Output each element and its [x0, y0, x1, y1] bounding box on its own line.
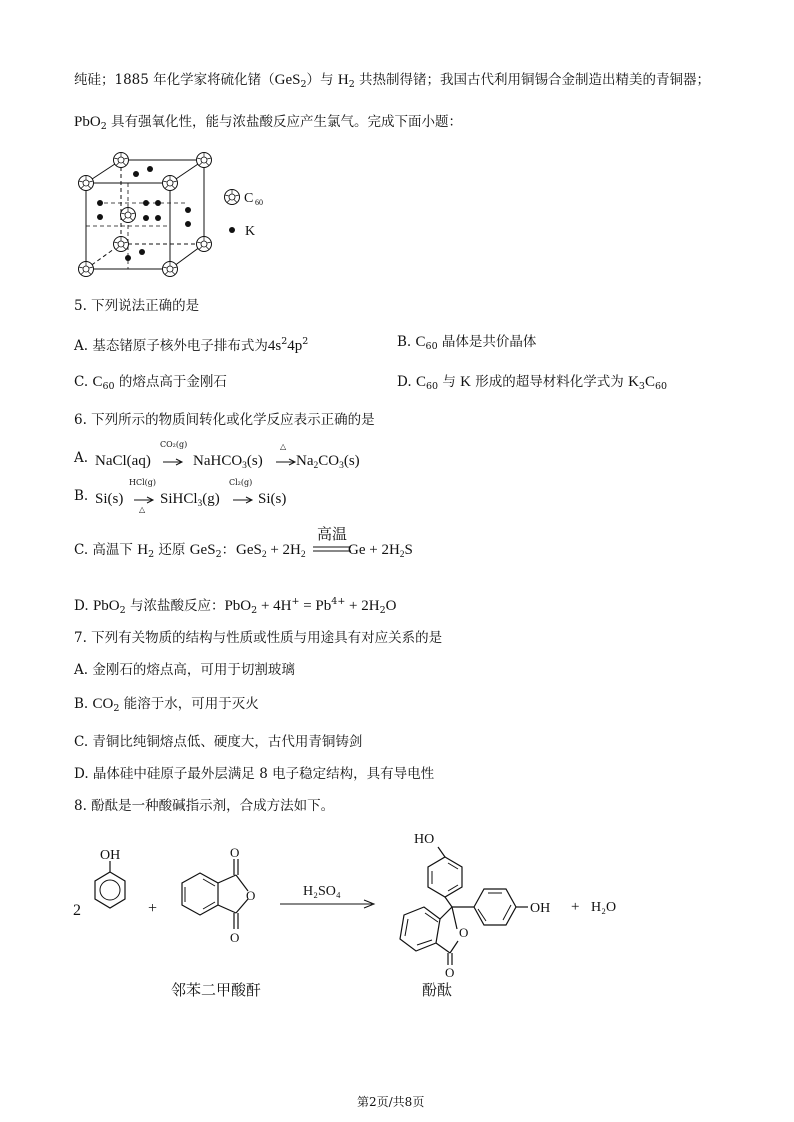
- catalyst-label: H₂SO₄: [303, 884, 341, 899]
- option-text: 形成的超导材料化学式为: [470, 374, 629, 390]
- formula-sub: 60: [102, 381, 115, 392]
- lactone-carbonyl-o: O: [445, 965, 455, 980]
- carbonyl-o-top: O: [230, 845, 240, 860]
- carbonyl-o-bottom: O: [230, 930, 240, 945]
- formula-sub: 2: [300, 79, 307, 90]
- formula: C: [415, 334, 426, 350]
- q7-option-a: A. 金刚石的熔点高，可用于切割玻璃: [74, 662, 295, 678]
- page-number: 第2页/共8页: [357, 1095, 425, 1109]
- option-text: C. 高温下: [74, 542, 138, 558]
- q5-option-d: [397, 372, 667, 397]
- formula: NaHCO: [193, 453, 243, 469]
- q6-c-cond: 高温: [317, 525, 348, 543]
- option-text: 晶体是共价晶体: [437, 334, 537, 350]
- formula: S: [404, 542, 413, 558]
- formula: CO: [318, 453, 340, 469]
- q6-c-eq2: [348, 540, 413, 565]
- formula: C: [92, 374, 103, 390]
- phenolphthalein-name: 酚酞: [422, 981, 453, 999]
- product-bond: [436, 943, 450, 953]
- formula-sub: 60: [654, 381, 668, 392]
- q6-a-eq2: [193, 451, 263, 476]
- option-text: D.: [74, 598, 93, 614]
- formula-sub: 2: [313, 461, 319, 471]
- anhydride-name: 邻苯二甲酸酐: [171, 981, 262, 999]
- formula: Na: [296, 453, 314, 469]
- q6-option-c: [74, 540, 235, 565]
- formula: = Pb: [299, 598, 332, 614]
- formula: PbO: [224, 598, 252, 614]
- formula: + 2H: [345, 598, 380, 614]
- formula-sup: +: [291, 596, 300, 607]
- coefficient: 2: [73, 902, 81, 919]
- q6-c-eq1: [236, 540, 306, 565]
- formula: Ge + 2H: [348, 542, 400, 558]
- anhydride-bond: [218, 875, 236, 883]
- q5-option-b: [397, 332, 536, 357]
- formula: SiHCl: [160, 491, 198, 507]
- lactone-o: O: [459, 925, 469, 940]
- plus-sign: +: [148, 900, 158, 917]
- formula-sub: 3: [339, 461, 344, 471]
- formula-sup: 4+: [331, 596, 346, 607]
- phenol-oh-label: OH: [100, 848, 121, 863]
- q5-option-a: [74, 332, 308, 356]
- formula-sub: 2: [300, 550, 306, 560]
- q8-stem: 8. 酚酞是一种酸碱指示剂，合成方法如下。: [74, 798, 335, 814]
- q7-stem: 7. 下列有关物质的结构与性质或性质与用途具有对应关系的是: [74, 630, 443, 646]
- q6-b-eq3: Si(s): [258, 491, 287, 507]
- q6-a-cond1: CO₂(g): [160, 440, 188, 449]
- intro-text: 纯硅；1885 年化学家将硫化锗（: [74, 72, 275, 88]
- q6-stem: 6. 下列所示的物质间转化或化学反应表示正确的是: [74, 412, 375, 428]
- formula: 4s: [267, 338, 282, 354]
- anhydride-benzene-ring: [182, 873, 218, 915]
- right-arrow-icon: [233, 496, 255, 504]
- right-arrow-icon: [276, 458, 298, 466]
- legend-c60-sub: 60: [255, 198, 263, 207]
- product-bond: [440, 907, 452, 919]
- option-text: ：: [221, 542, 236, 558]
- crystal-cell-figure: [66, 148, 286, 282]
- q6-b-eq1: Si(s): [95, 491, 124, 507]
- q6-option-a-label: A.: [74, 450, 89, 466]
- formula: (g): [202, 491, 220, 507]
- formula: H: [337, 72, 349, 88]
- legend-c60-label: C: [244, 191, 254, 206]
- formula-sub: 60: [425, 341, 438, 352]
- q6-a-eq3: [296, 451, 360, 476]
- option-text: B.: [397, 334, 416, 350]
- product-bond: [452, 907, 457, 929]
- equals-double-line: [313, 546, 353, 552]
- option-text: 与: [438, 374, 461, 390]
- product-bond: [445, 897, 452, 907]
- formula-sub: 3: [197, 499, 203, 509]
- formula: C: [644, 374, 655, 390]
- water-label: H₂O: [591, 900, 617, 915]
- formula: K: [628, 374, 639, 390]
- q7-option-d: D. 晶体硅中硅原子最外层满足 8 电子稳定结构，具有导电性: [74, 766, 435, 782]
- formula: GeS: [236, 542, 262, 558]
- intro-text: 共热制得锗；我国古代利用铜锡合金制造出精美的青铜器；: [354, 72, 711, 88]
- formula: C: [415, 374, 426, 390]
- formula-sub: 2: [215, 549, 222, 560]
- q6-b-eq2: [160, 489, 220, 514]
- formula-sub: 2: [119, 605, 126, 616]
- formula: PbO: [74, 114, 101, 130]
- formula-sup: 2: [281, 336, 288, 347]
- product-bond: [450, 941, 458, 953]
- formula: K: [460, 374, 471, 390]
- formula: CO: [92, 696, 114, 712]
- product-top-ring: [428, 857, 462, 897]
- q6-option-d: [74, 592, 396, 621]
- intro-text: ）与: [306, 72, 338, 88]
- q6-b-cond1b: △: [139, 505, 146, 514]
- q6-a-eq1: NaCl(aq): [95, 453, 151, 469]
- formula-sub: 2: [261, 550, 267, 560]
- formula: 4p: [287, 338, 303, 354]
- product-inner-bond: [425, 913, 438, 922]
- formula: H: [137, 542, 149, 558]
- formula: (s): [343, 453, 360, 469]
- intro-line-2: [74, 112, 462, 137]
- formula: PbO: [92, 598, 120, 614]
- option-text: 与浓盐酸反应：: [125, 598, 225, 614]
- formula-sub: 2: [399, 550, 405, 560]
- q5-stem: 5. 下列说法正确的是: [74, 298, 200, 314]
- anhydride-bond: [218, 905, 236, 913]
- formula-sup: 2: [302, 336, 309, 347]
- right-arrow-icon: [163, 458, 185, 466]
- formula: GeS: [274, 72, 301, 88]
- formula: + 2H: [266, 542, 301, 558]
- option-text: C.: [74, 374, 93, 390]
- intro-line-1: [74, 70, 710, 95]
- intro-text: 具有强氧化性，能与浓盐酸反应产生氯气。完成下面小题：: [106, 114, 463, 130]
- product-bond: [438, 847, 445, 857]
- formula-sub: 60: [425, 381, 439, 392]
- product-inner-bond: [405, 919, 408, 936]
- formula-sub: 2: [100, 121, 107, 132]
- formula-sub: 3: [638, 381, 645, 392]
- q5-option-c: [74, 372, 227, 397]
- anhydride-ring-o: O: [246, 888, 256, 903]
- phenol-ring-aromatic: [100, 880, 120, 900]
- formula-sub: 2: [113, 703, 120, 714]
- q6-option-b-label: B.: [74, 488, 89, 504]
- product-inner-bond: [417, 940, 432, 945]
- formula: GeS: [189, 542, 216, 558]
- product-ho-label: HO: [414, 832, 435, 847]
- formula-sub: 2: [251, 605, 258, 616]
- option-text: B.: [74, 696, 93, 712]
- formula: O: [385, 598, 397, 614]
- product-oh-label: OH: [530, 901, 551, 916]
- q7-option-c: C. 青铜比纯铜熔点低、硬度大，古代用青铜铸剑: [74, 734, 363, 750]
- option-text: D.: [397, 374, 416, 390]
- legend-k-label: K: [245, 224, 256, 239]
- formula-sub: 3: [242, 461, 247, 471]
- formula-sub: 2: [348, 79, 355, 90]
- q6-b-cond1: HCl(g): [129, 478, 157, 487]
- q6-a-cond2: △: [280, 442, 287, 451]
- plus-sign: +: [571, 899, 580, 915]
- right-arrow-icon: [134, 496, 156, 504]
- q7-option-b: [74, 694, 259, 719]
- option-text: 能溶于水，可用于灭火: [119, 696, 259, 712]
- option-text: A. 基态锗原子核外电子排布式为: [74, 338, 268, 354]
- option-text: 还原: [154, 542, 190, 558]
- product-inner-bond: [478, 909, 486, 921]
- phenolphthalein-synthesis-scheme: [60, 825, 660, 1005]
- formula: (s): [246, 453, 263, 469]
- option-text: 的熔点高于金刚石: [114, 374, 227, 390]
- formula: + 4H: [257, 598, 292, 614]
- formula-sub: 2: [148, 549, 155, 560]
- q6-b-cond2: Cl₂(g): [229, 478, 253, 487]
- formula-sub: 2: [379, 605, 386, 616]
